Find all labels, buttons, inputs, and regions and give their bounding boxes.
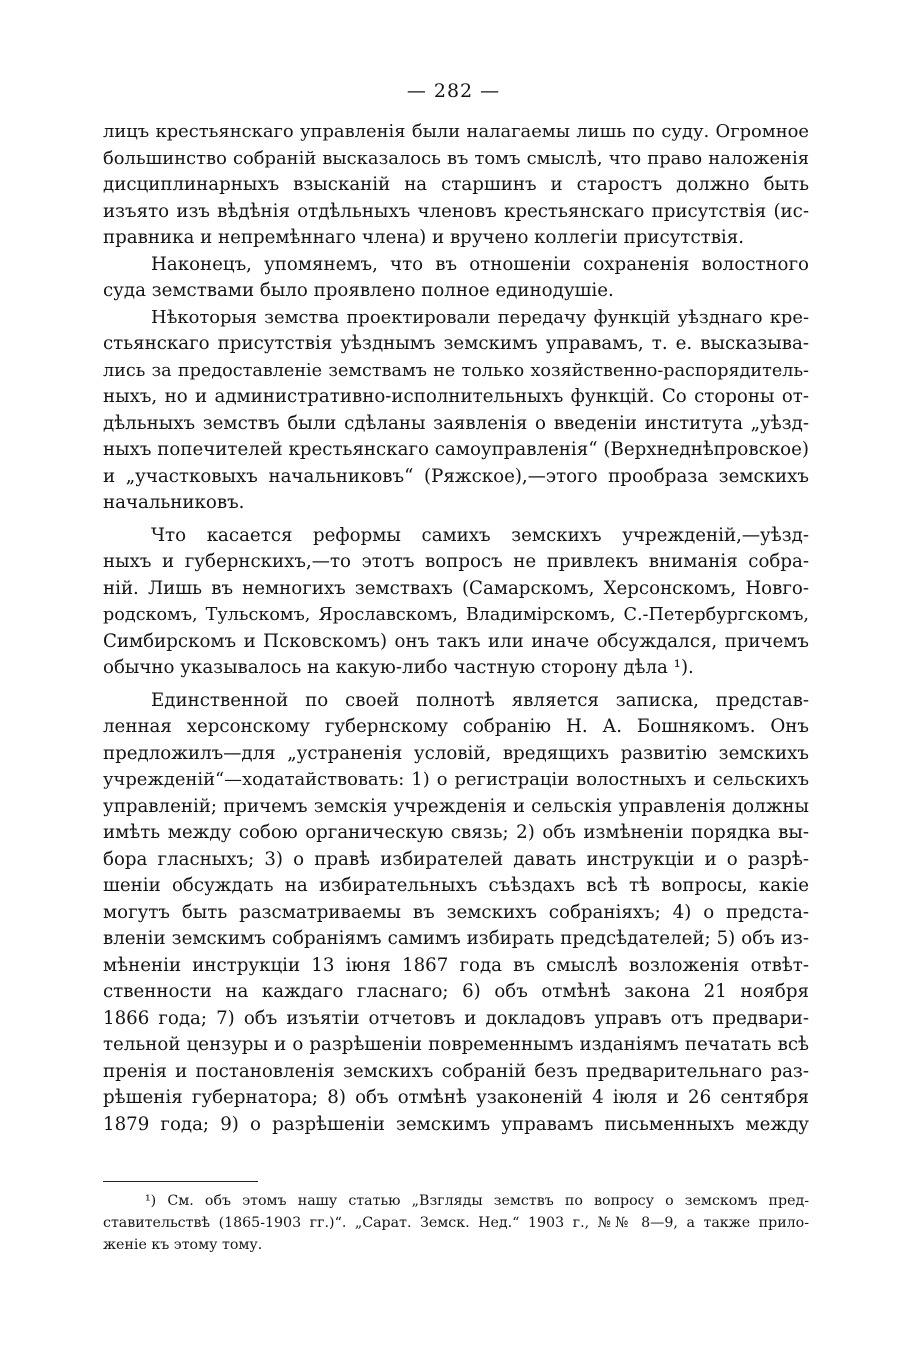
- text-line: 1866 года; 7) объ изъятіи отчетовъ и докладовъ управъ отъ предвари-: [103, 1007, 809, 1029]
- text-line: ныхъ, но и административно-исполнительныхъ функцій. Со стороны от-: [103, 386, 809, 407]
- text-line: рѣшенія губернатора; 8) объ отмѣнѣ узаконеній 4 іюля и 26 сентября: [103, 1087, 809, 1108]
- text-line: родскомъ, Тульскомъ, Ярославскомъ, Владимірскомъ, С.-Петербургскомъ,: [103, 605, 809, 625]
- text-line: Наконецъ, упомянемъ, что въ отношеніи сохраненія волостного: [151, 253, 809, 275]
- text-line: имѣть между собою органическую связь; 2) объ измѣненіи порядка вы-: [103, 822, 809, 843]
- text-line: ній. Лишь въ немногихъ земствахъ (Самарскомъ, Херсонскомъ, Новго-: [103, 577, 809, 599]
- text-line: предложилъ—для „устраненія условій, вредящихъ развитію земскихъ: [103, 742, 809, 764]
- text-line: ственности на каждаго гласнаго; 6) объ отмѣнѣ закона 21 ноября: [103, 981, 809, 1002]
- text-line: правника и непремѣннаго члена) и вручено коллегіи присутствія.: [103, 227, 745, 248]
- text-line: дѣльныхъ земствъ были сдѣланы заявленія о введеніи института „уѣзд-: [103, 412, 809, 434]
- text-line: могутъ быть разсматриваемы въ земскихъ собраніяхъ; 4) о предста-: [103, 901, 809, 923]
- text-line: учрежденій“—ходатайствовать: 1) о регистраціи волостныхъ и сельскихъ: [103, 769, 809, 790]
- text-line: Нѣкоторыя земства проектировали передачу функцій уѣзднаго кре-: [151, 306, 809, 328]
- text-line: 1879 года; 9) о разрѣшеніи земскимъ управамъ письменныхъ между: [103, 1113, 809, 1135]
- text-line: стьянскаго присутствія уѣзднымъ земскимъ управамъ, т. е. высказыва-: [103, 333, 809, 354]
- text-line: пренія и постановленія земскихъ собраній безъ предварительнаго раз-: [103, 1060, 809, 1082]
- text-line: шеніи обсуждать на избирательныхъ съѣздахъ всѣ тѣ вопросы, какіе: [103, 875, 809, 896]
- text-line: начальниковъ.: [103, 492, 245, 513]
- text-line: Симбирскомъ и Псковскомъ) онъ такъ или иначе обсуждался, причемъ: [103, 630, 809, 652]
- footnote-line: ставительствѣ (1865-1903 гг.)“. „Сарат. Земск. Нед.“ 1903 г., №№ 8—9, а также прило-: [103, 1215, 809, 1231]
- text-line: и „участковыхъ начальниковъ“ (Ряжское),—этого прообраза земскихъ: [103, 465, 809, 487]
- text-line: изъято изъ вѣдѣнія отдѣльныхъ членовъ крестьянскаго присутствія (ис-: [103, 200, 809, 222]
- footnote-line: ¹) См. объ этомъ нашу статью „Взгляды земствъ по вопросу о земскомъ пред-: [145, 1193, 809, 1209]
- text-line: Что касается реформы самихъ земскихъ учрежденій,—уѣзд-: [151, 524, 809, 546]
- text-line: большинство собраній высказалось въ томъ смыслѣ, что право наложенія: [103, 147, 809, 169]
- footnote-separator: [103, 1181, 258, 1182]
- main-text: [103, 119, 809, 1138]
- footnote-line: женіе къ этому тому.: [103, 1237, 263, 1253]
- text-line: управленій; причемъ земскія учрежденія и сельскія управленія должны: [103, 795, 809, 817]
- page-number: — 282 —: [406, 80, 501, 102]
- text-line: суда земствами было проявлено полное единодушіе.: [103, 280, 614, 301]
- text-line: лицъ крестьянскаго управленія были налагаемы лишь по суду. Огромное: [103, 121, 809, 142]
- text-line: дисциплинарныхъ взысканій на старшинъ и старостъ должно быть: [103, 174, 809, 195]
- text-line: бора гласныхъ; 3) о правѣ избирателей давать инструкціи и о разрѣ-: [103, 848, 809, 870]
- text-line: ныхъ попечителей крестьянскаго самоуправленія“ (Верхнеднѣпровское): [103, 439, 809, 460]
- text-line: мѣненіи инструкціи 13 іюня 1867 года въ смыслѣ возложенія отвѣт-: [103, 954, 809, 976]
- footnotes: [103, 1190, 809, 1256]
- text-line: ленная херсонскому губернскому собранію Н. А. Бошнякомъ. Онъ: [103, 716, 809, 737]
- text-line: Единственной по своей полнотѣ является записка, представ-: [151, 689, 809, 711]
- text-line: вленіи земскимъ собраніямъ самимъ избирать предсѣдателей; 5) объ из-: [103, 928, 809, 949]
- text-line: ныхъ и губернскихъ,—то этотъ вопросъ не привлекъ вниманія собра-: [103, 551, 809, 572]
- text-line: лись за предоставленіе земствамъ не только хозяйственно-распорядитель-: [103, 360, 809, 381]
- text-line: тельной цензуры и о разрѣшеніи повременнымъ изданіямъ печатать всѣ: [103, 1034, 809, 1055]
- text-line: обычно указывалось на какую-либо частную сторону дѣла ¹).: [103, 657, 694, 678]
